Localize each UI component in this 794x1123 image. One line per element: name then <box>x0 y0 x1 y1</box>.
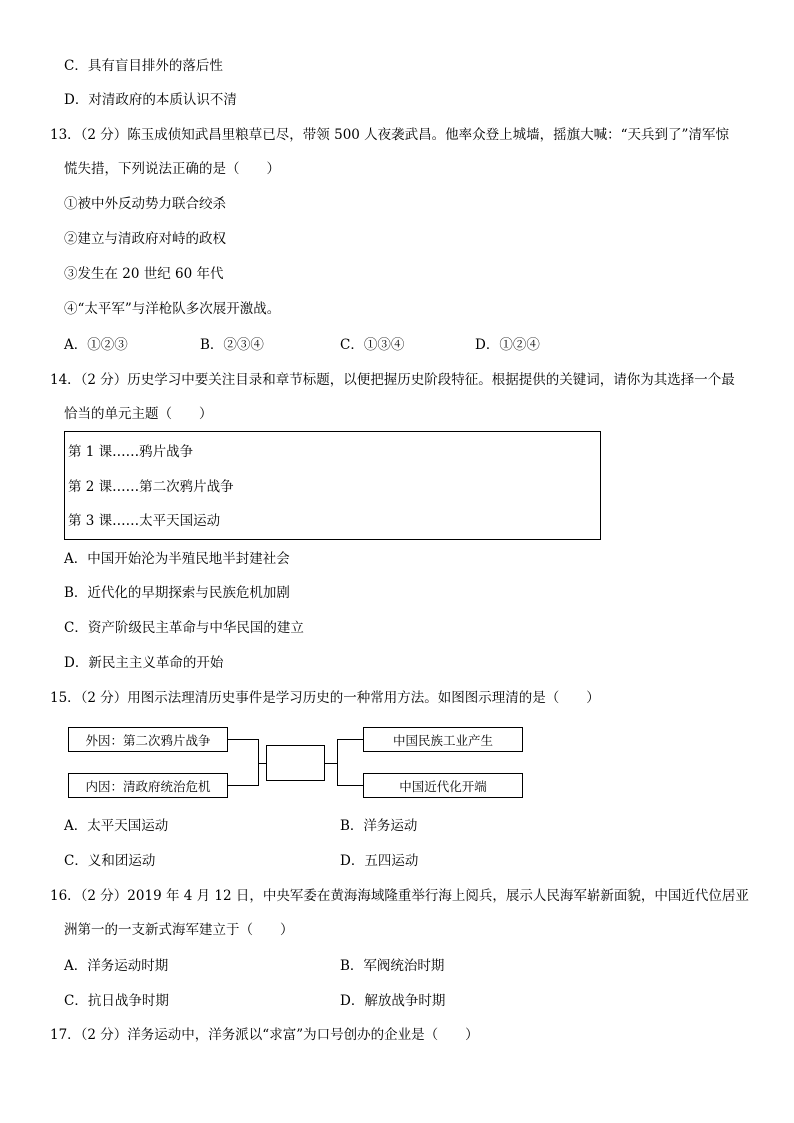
q16-option-d[interactable]: D．解放战争时期 <box>340 993 446 1009</box>
diagram-center-blank <box>266 745 325 781</box>
connector-line <box>228 739 258 740</box>
diagram-external-cause: 外因：第二次鸦片战争 <box>68 727 228 752</box>
q16-stem-line1: 16．（2 分）2019 年 4 月 12 日，中央军委在黄海海域隆重举行海上阅兵，展示人民海军崭新面貌，中国近代位居亚 <box>50 888 749 904</box>
q14-option-c[interactable]: C．资产阶级民主革命与中华民国的建立 <box>64 620 304 636</box>
q13-statement-3: ③发生在 20 世纪 60 年代 <box>64 266 224 282</box>
q14-lesson-2: 第 2 课……第二次鸦片战争 <box>68 479 234 495</box>
q15-option-b[interactable]: B．洋务运动 <box>340 818 418 834</box>
q14-option-d[interactable]: D．新民主主义革命的开始 <box>64 655 224 671</box>
q14-stem-line1: 14．（2 分）历史学习中要关注目录和章节标题，以便把握历史阶段特征。根据提供的关键词，请你为其选择一个最 <box>50 372 735 388</box>
q16-stem-line2: 洲第一的一支新式海军建立于（ ） <box>64 922 294 938</box>
q13-statement-2: ②建立与清政府对峙的政权 <box>64 231 226 247</box>
q13-statement-4: ④“太平军”与洋枪队多次展开激战。 <box>64 301 281 317</box>
connector-line <box>337 785 363 786</box>
q13-option-c[interactable]: C．①③④ <box>340 337 405 353</box>
connector-line <box>337 739 338 786</box>
q16-option-c[interactable]: C．抗日战争时期 <box>64 993 169 1009</box>
q12-option-c: C．具有盲目排外的落后性 <box>64 58 223 74</box>
q14-lesson-3: 第 3 课……太平天国运动 <box>68 513 221 529</box>
q14-lesson-1: 第 1 课……鸦片战争 <box>68 444 194 460</box>
q13-stem-line1: 13．（2 分）陈玉成侦知武昌里粮草已尽，带领 500 人夜袭武昌。他率众登上城墙，摇旗大喊：“天兵到了”清军惊 <box>50 127 729 143</box>
q15-stem: 15．（2 分）用图示法理清历史事件是学习历史的一种常用方法。如图图示理清的是（ ） <box>50 690 600 706</box>
connector-line <box>258 763 266 764</box>
q14-stem-line2: 恰当的单元主题（ ） <box>64 406 213 422</box>
q13-statement-1: ①被中外反动势力联合绞杀 <box>64 196 226 212</box>
q15-option-c[interactable]: C．义和团运动 <box>64 853 156 869</box>
q15-option-d[interactable]: D．五四运动 <box>340 853 419 869</box>
q15-option-a[interactable]: A．太平天国运动 <box>64 818 169 834</box>
q16-option-a[interactable]: A．洋务运动时期 <box>64 958 169 974</box>
q17-stem: 17．（2 分）洋务运动中，洋务派以“求富”为口号创办的企业是（ ） <box>50 1027 479 1043</box>
q16-option-b[interactable]: B．军阀统治时期 <box>340 958 445 974</box>
q13-option-a[interactable]: A．①②③ <box>64 337 128 353</box>
q12-option-d: D．对清政府的本质认识不清 <box>64 92 237 108</box>
q13-stem-line2: 慌失措，下列说法正确的是（ ） <box>64 161 280 177</box>
q14-option-a[interactable]: A．中国开始沦为半殖民地半封建社会 <box>64 551 290 567</box>
connector-line <box>228 785 258 786</box>
diagram-result-top: 中国民族工业产生 <box>363 727 523 752</box>
diagram-result-bottom: 中国近代化开端 <box>363 773 523 798</box>
q14-option-b[interactable]: B．近代化的早期探索与民族危机加剧 <box>64 585 290 601</box>
q13-option-d[interactable]: D．①②④ <box>475 337 540 353</box>
connector-line <box>325 763 337 764</box>
q13-option-b[interactable]: B．②③④ <box>200 337 264 353</box>
diagram-internal-cause: 内因：清政府统治危机 <box>68 773 228 798</box>
connector-line <box>337 739 363 740</box>
